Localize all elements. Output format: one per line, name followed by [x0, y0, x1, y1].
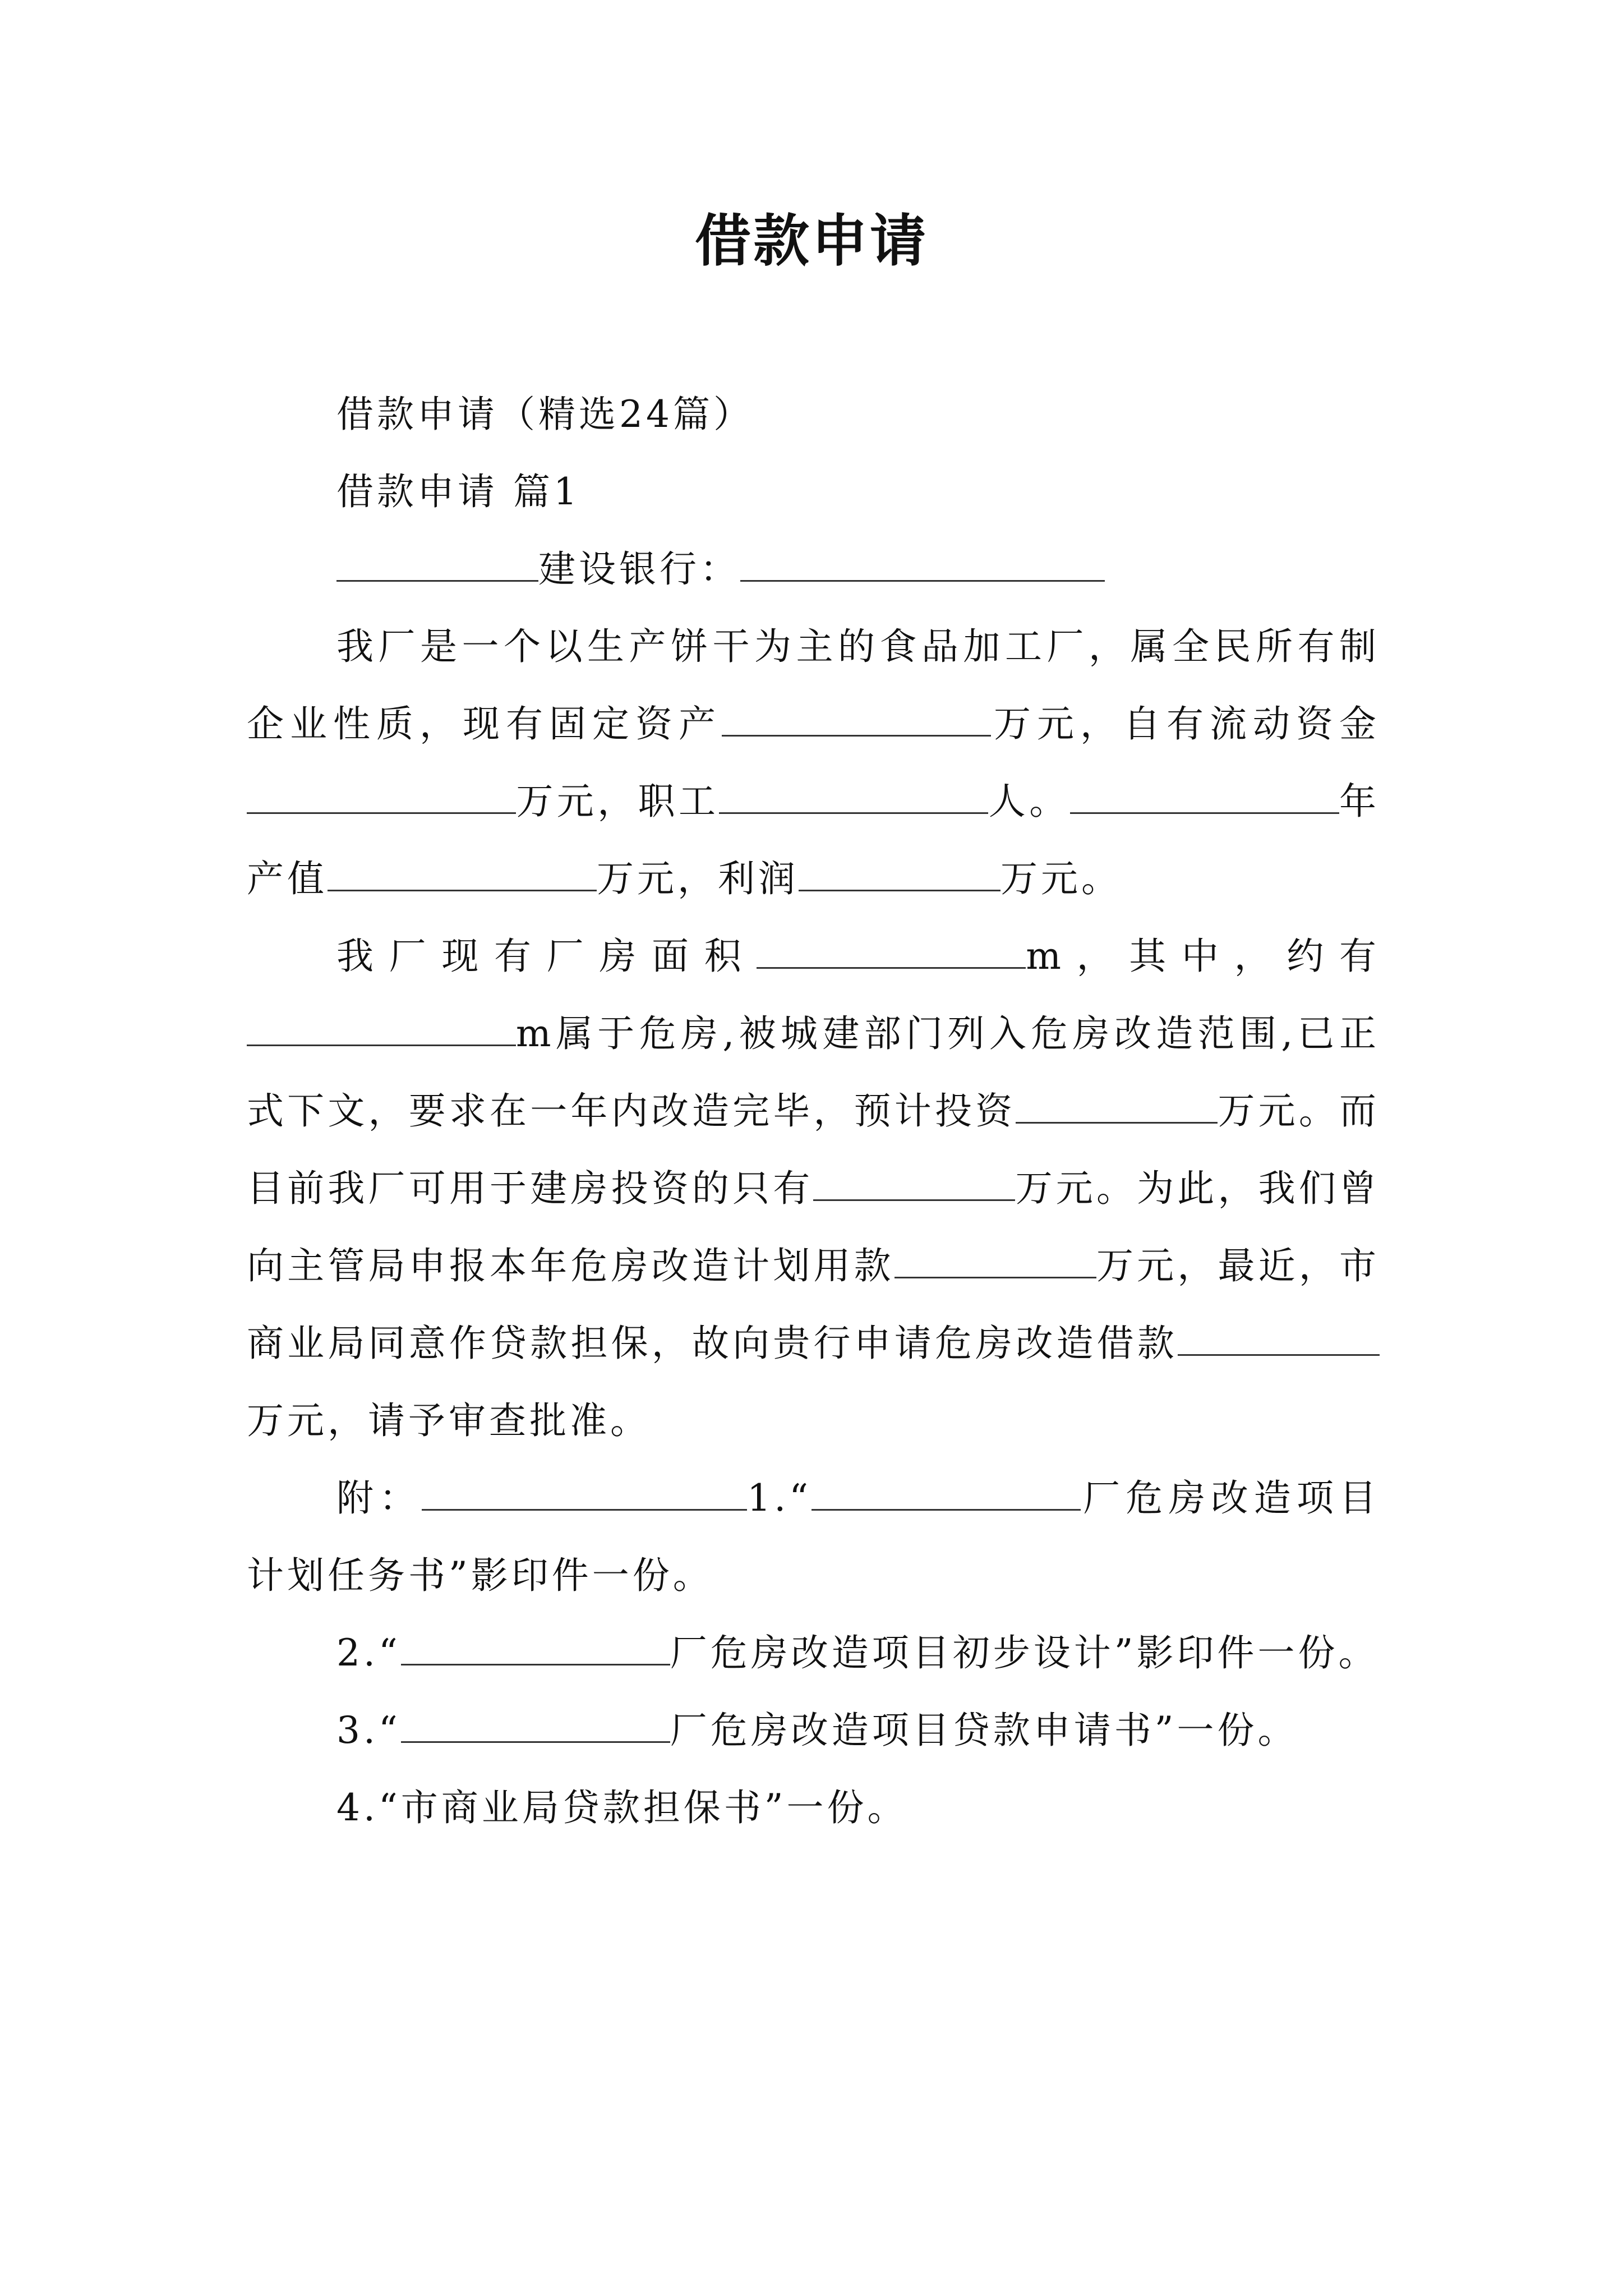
blank-field: [757, 936, 1026, 969]
subheading-text: 借款申请 篇1: [336, 470, 580, 513]
text-run: 万元。: [1000, 857, 1122, 900]
text-run: 厂危房改造项目初步设计”影印件一份。: [670, 1631, 1379, 1674]
text-run: 年产值: [247, 780, 1380, 900]
text-run: 4.“市商业局贷款担保书”一份。: [336, 1786, 908, 1829]
blank-field: [1070, 781, 1339, 814]
attachment-1: [247, 1460, 1380, 1614]
addressee-text: 建设银行：: [538, 547, 740, 591]
document-body: [247, 376, 1380, 1847]
paragraph-2: [247, 918, 1380, 1460]
blank-field: [247, 781, 516, 814]
blank-field: [811, 1478, 1081, 1511]
text-run: 2.“: [336, 1631, 401, 1674]
text-run: 万元，职工: [516, 780, 720, 823]
blank-field: [247, 1013, 516, 1046]
text-run: 万元，请予审查批准。: [247, 1399, 651, 1442]
subheading-line: [247, 453, 1380, 531]
text-run: 我厂是一个以生产饼干为主的食品加工厂，属全民所有制企业性质，现有固定资产: [247, 625, 1380, 746]
text-run: 万元。为此，我们曾向主管局申报本年危房改造计划用款: [247, 1167, 1380, 1287]
blank-field: [328, 858, 597, 891]
addressee-line: [247, 531, 1380, 608]
blank-field: [719, 781, 988, 814]
blank-field: [799, 858, 1000, 891]
text-run: 厂危房改造项目贷款申请书”一份。: [670, 1709, 1298, 1752]
heading-text: 借款申请（精选24篇）: [336, 393, 754, 436]
text-run: 3.“: [336, 1709, 401, 1752]
blank-field: [422, 1478, 747, 1511]
blank-field: [813, 1168, 1015, 1201]
attachment-2: [247, 1614, 1380, 1692]
blank-field: [401, 1632, 670, 1665]
text-run: m，其中，约有: [1026, 935, 1380, 978]
attachment-4: [247, 1769, 1380, 1847]
text-run: 我厂现有厂房面积: [336, 935, 757, 978]
text-run: 厂危房改造项目计划任务书”影印件一份。: [247, 1476, 1380, 1597]
blank-field: [401, 1710, 670, 1743]
blank-field: [1016, 1091, 1218, 1124]
blank-field: [740, 549, 1105, 582]
text-run: 万元，自有流动资金: [991, 702, 1380, 746]
text-run: 附：: [336, 1476, 422, 1520]
blank-field: [722, 703, 991, 737]
text-run: 万元，最近，市商业局同意作贷款担保，故向贵行申请危房改造借款: [247, 1244, 1380, 1365]
text-run: 万元。而目前我厂可用于建房投资的只有: [247, 1089, 1380, 1210]
text-run: 1.“: [747, 1476, 812, 1520]
paragraph-1: [247, 608, 1380, 918]
document-title: 借款申请: [695, 208, 928, 274]
blank-field: [1178, 1323, 1380, 1356]
blank-field: [336, 549, 538, 582]
heading-line: [247, 376, 1380, 453]
blank-field: [895, 1245, 1096, 1278]
text-run: 人。: [988, 780, 1070, 823]
text-run: 万元，利润: [597, 857, 799, 900]
attachment-3: [247, 1692, 1380, 1769]
text-run: m属于危房,被城建部门列入危房改造范围,已正式下文，要求在一年内改造完毕，预计投资: [247, 1012, 1380, 1133]
